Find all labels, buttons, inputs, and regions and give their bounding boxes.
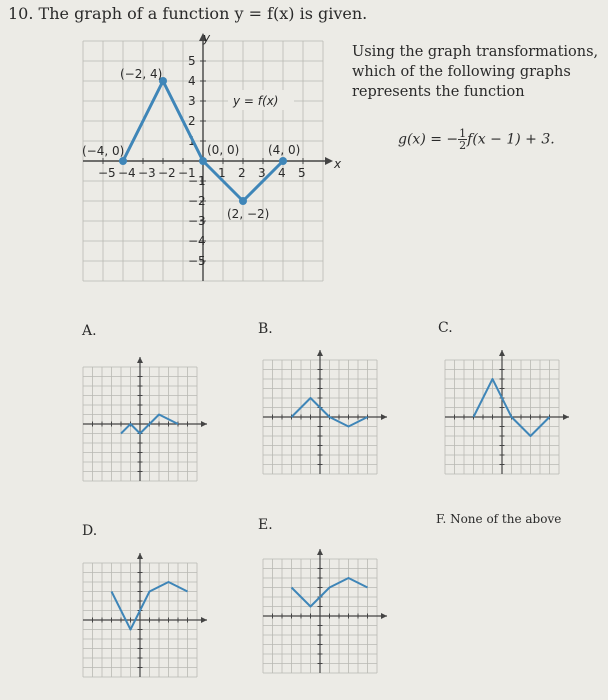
x-tick-label: −1	[178, 166, 196, 180]
x-axis-arrow-icon	[381, 414, 387, 420]
curve-point	[119, 157, 127, 165]
x-axis-arrow-icon	[325, 157, 333, 165]
target-formula	[398, 128, 555, 151]
y-axis-arrow-icon	[137, 357, 143, 363]
curve-point	[239, 197, 247, 205]
option-d-label[interactable]: D.	[82, 523, 98, 539]
y-axis-arrow-icon	[317, 549, 323, 555]
x-tick-label: 3	[258, 166, 266, 180]
main-graph	[80, 30, 350, 290]
option-e-graph[interactable]	[258, 544, 394, 684]
y-axis-arrow-icon	[137, 553, 143, 559]
option-d-graph[interactable]	[78, 548, 214, 688]
point-label-left-root: (−4, 0)	[82, 144, 125, 158]
option-c-graph[interactable]	[440, 345, 576, 485]
x-tick-label: −4	[118, 166, 136, 180]
x-tick-label: −5	[98, 166, 116, 180]
curve-point	[279, 157, 287, 165]
y-tick-label: 2	[188, 114, 196, 128]
x-axis-arrow-icon	[201, 421, 207, 427]
x-tick-label: 5	[298, 166, 306, 180]
point-label-min: (2, −2)	[227, 207, 270, 221]
y-tick-label: 1	[188, 134, 196, 148]
option-a-label[interactable]: A.	[82, 323, 97, 339]
y-tick-label: −3	[188, 214, 206, 228]
point-label-origin: (0, 0)	[207, 143, 240, 157]
point-label-peak: (−2, 4)	[120, 67, 163, 81]
x-axis-arrow-icon	[201, 617, 207, 623]
option-a-graph[interactable]	[78, 352, 214, 492]
y-tick-label: −4	[188, 234, 206, 248]
y-tick-label: 3	[188, 94, 196, 108]
option-b-label[interactable]: B.	[258, 321, 273, 337]
curve-point	[199, 157, 207, 165]
x-tick-label: 2	[238, 166, 246, 180]
formula-numerator: 1	[459, 127, 467, 140]
formula-fraction	[458, 128, 467, 151]
y-axis-arrow-icon	[499, 350, 505, 356]
y-tick-label: 4	[188, 74, 196, 88]
option-e-label[interactable]: E.	[258, 517, 273, 533]
formula-prefix: g(x) = −	[398, 131, 459, 148]
function-label: y = f(x)	[233, 94, 279, 108]
formula-suffix: f(x − 1) + 3.	[467, 131, 555, 148]
y-tick-label: −5	[188, 254, 206, 268]
x-tick-label: −3	[138, 166, 156, 180]
y-tick-label: −2	[188, 194, 206, 208]
x-tick-label: −2	[158, 166, 176, 180]
x-axis-arrow-icon	[381, 613, 387, 619]
y-axis-arrow-icon	[317, 350, 323, 356]
x-tick-label: 1	[218, 166, 226, 180]
point-label-right-root: (4, 0)	[268, 143, 301, 157]
option-b-graph[interactable]	[258, 345, 394, 485]
y-axis-label: y	[203, 31, 211, 45]
question-title: 10. The graph of a function y = f(x) is given.	[8, 4, 368, 23]
question-prompt: Using the graph transformations, which of the following graphs represents the function	[352, 44, 599, 100]
formula-denominator: 2	[459, 139, 467, 152]
x-axis-arrow-icon	[563, 414, 569, 420]
option-c-label[interactable]: C.	[438, 320, 453, 336]
y-tick-label: 5	[188, 54, 196, 68]
option-f-label[interactable]: F. None of the above	[436, 512, 562, 526]
x-axis-label: x	[334, 157, 342, 171]
x-tick-label: 4	[278, 166, 286, 180]
y-tick-label: −1	[188, 174, 206, 188]
